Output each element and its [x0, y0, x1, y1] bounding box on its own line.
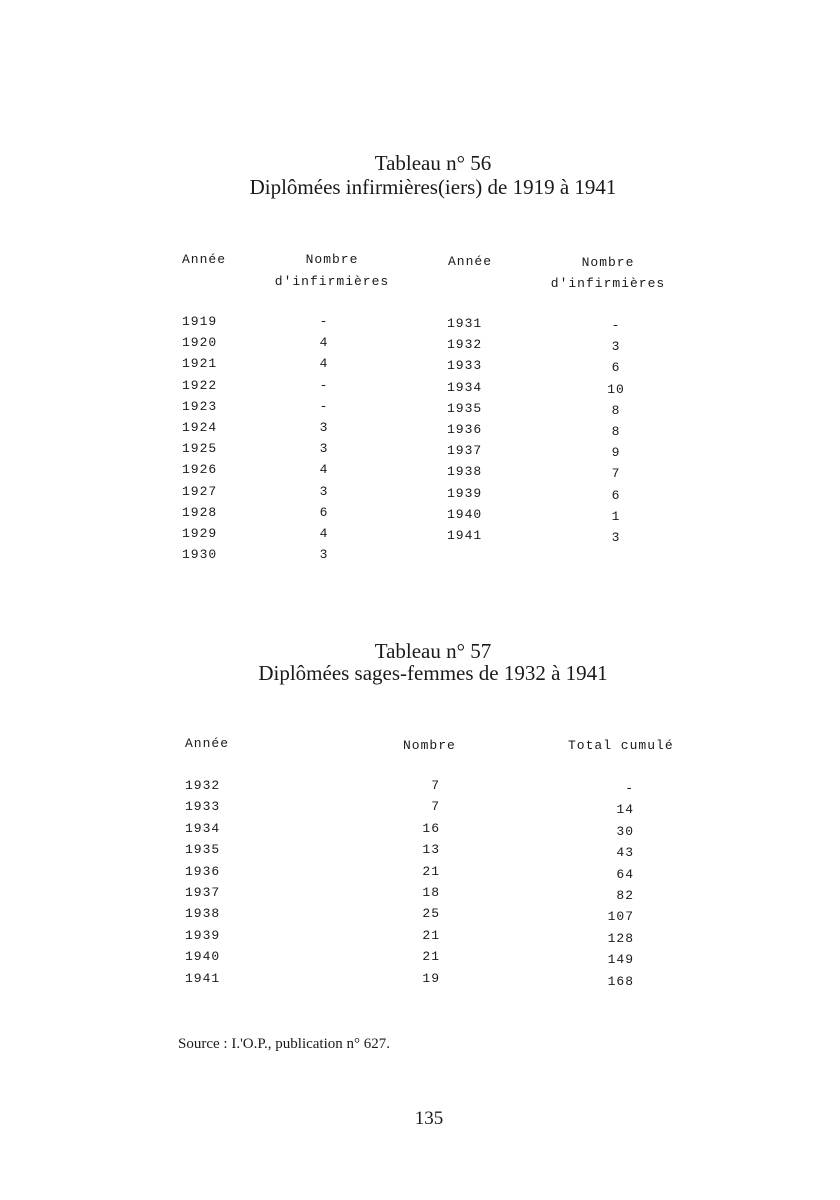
table-cell-year: 1921 [182, 356, 218, 372]
table-cell-year: 1920 [182, 335, 218, 351]
table-cell-count: 21 [422, 949, 440, 965]
table57-col-total-header: Total cumulé [568, 738, 674, 753]
table56-left-col-count-header-line1: Nombre [305, 252, 359, 267]
table-cell-count: 8 [611, 424, 621, 439]
table-cell-count: 6 [611, 360, 621, 376]
table-cell-total: 168 [607, 973, 634, 989]
table-cell-count: - [319, 314, 329, 329]
table-cell-count: 7 [611, 466, 621, 482]
table-cell-year: 1924 [182, 420, 218, 435]
table-cell-count: 3 [319, 547, 329, 563]
table-cell-count: 25 [422, 906, 440, 922]
table-cell-year: 1929 [182, 526, 218, 541]
table-cell-count: 21 [422, 863, 440, 879]
table-cell-count: 6 [611, 487, 621, 503]
table-cell-total: 43 [616, 845, 634, 861]
table57-col-count-header: Nombre [403, 738, 456, 753]
table-cell-year: 1930 [182, 547, 218, 563]
table-cell-year: 1923 [182, 398, 218, 414]
table-cell-count: 4 [319, 356, 329, 372]
table-cell-year: 1932 [185, 778, 221, 793]
table-cell-year: 1940 [447, 506, 483, 522]
table-cell-year: 1931 [447, 316, 483, 331]
table-cell-count: 3 [319, 483, 329, 499]
table-cell-total: 107 [607, 909, 634, 925]
table-cell-year: 1919 [182, 314, 218, 329]
table-cell-count: 13 [422, 842, 440, 858]
page-number: 135 [414, 1108, 444, 1129]
table-cell-year: 1932 [447, 337, 483, 353]
table-cell-count: 4 [319, 462, 329, 478]
table-cell-year: 1935 [185, 842, 221, 858]
table-cell-count: 7 [431, 799, 440, 815]
table-cell-year: 1925 [182, 441, 218, 457]
table-cell-year: 1939 [185, 927, 221, 943]
table-cell-count: 3 [611, 530, 621, 545]
table57-col-year-header: Année [185, 736, 230, 751]
table-cell-count: - [611, 318, 621, 333]
table-cell-total: 14 [616, 802, 634, 818]
table-cell-total: 149 [607, 952, 634, 968]
table-cell-count: - [319, 398, 329, 414]
table57-title: Tableau n° 57 [374, 639, 492, 663]
table-cell-count: 10 [607, 381, 625, 397]
table-cell-count: 18 [422, 885, 440, 900]
table56-title: Tableau n° 56 [374, 151, 492, 175]
table56-left-col-count-header-line2: d'infirmières [274, 274, 390, 289]
table56-subtitle: Diplômées infirmières(iers) de 1919 à 1941 [249, 175, 617, 199]
table56-right-col-count-header-line1: Nombre [581, 255, 635, 270]
table-cell-count: 16 [422, 820, 440, 836]
table-cell-year: 1936 [447, 422, 483, 437]
table-cell-total: 128 [607, 930, 634, 946]
table-cell-count: 19 [422, 970, 440, 986]
table57-subtitle: Diplômées sages-femmes de 1932 à 1941 [258, 661, 608, 685]
table-cell-count: - [319, 377, 329, 393]
table-cell-year: 1940 [185, 949, 221, 965]
table-cell-year: 1934 [185, 820, 221, 836]
table-cell-year: 1927 [182, 483, 218, 499]
table-cell-count: 7 [431, 778, 440, 793]
table-cell-year: 1939 [447, 485, 483, 501]
table56-left-col-year-header: Année [182, 252, 227, 267]
table-cell-count: 1 [611, 508, 621, 524]
table-cell-year: 1937 [447, 443, 483, 459]
table-cell-year: 1941 [185, 970, 221, 986]
table-cell-year: 1935 [447, 400, 483, 416]
table-cell-year: 1933 [185, 799, 221, 815]
table-cell-count: 8 [611, 402, 621, 418]
table-cell-total: - [625, 781, 634, 796]
table-cell-count: 6 [319, 504, 329, 520]
table56-right-col-year-header: Année [448, 254, 493, 269]
table56-right-col-count-header-line2: d'infirmières [550, 276, 666, 291]
table-cell-total: 82 [616, 888, 634, 903]
table-cell-year: 1933 [447, 358, 483, 374]
table-cell-count: 3 [319, 420, 329, 435]
table-cell-year: 1922 [182, 377, 218, 393]
table-cell-year: 1937 [185, 885, 221, 900]
table-cell-count: 4 [319, 335, 329, 351]
table-cell-total: 30 [616, 823, 634, 839]
table-cell-year: 1941 [447, 528, 483, 543]
table-cell-year: 1926 [182, 462, 218, 478]
table-cell-count: 3 [611, 339, 621, 355]
table-cell-year: 1938 [185, 906, 221, 922]
table-cell-count: 3 [319, 441, 329, 457]
table-cell-count: 21 [422, 927, 440, 943]
table-cell-year: 1938 [447, 464, 483, 480]
source-note: Source : I.'O.P., publication n° 627. [178, 1036, 391, 1052]
table-cell-count: 9 [611, 445, 621, 461]
table-cell-count: 4 [319, 526, 329, 541]
table-cell-year: 1934 [447, 379, 483, 395]
table-cell-year: 1928 [182, 504, 218, 520]
table-cell-year: 1936 [185, 863, 221, 879]
table-cell-total: 64 [616, 866, 634, 882]
